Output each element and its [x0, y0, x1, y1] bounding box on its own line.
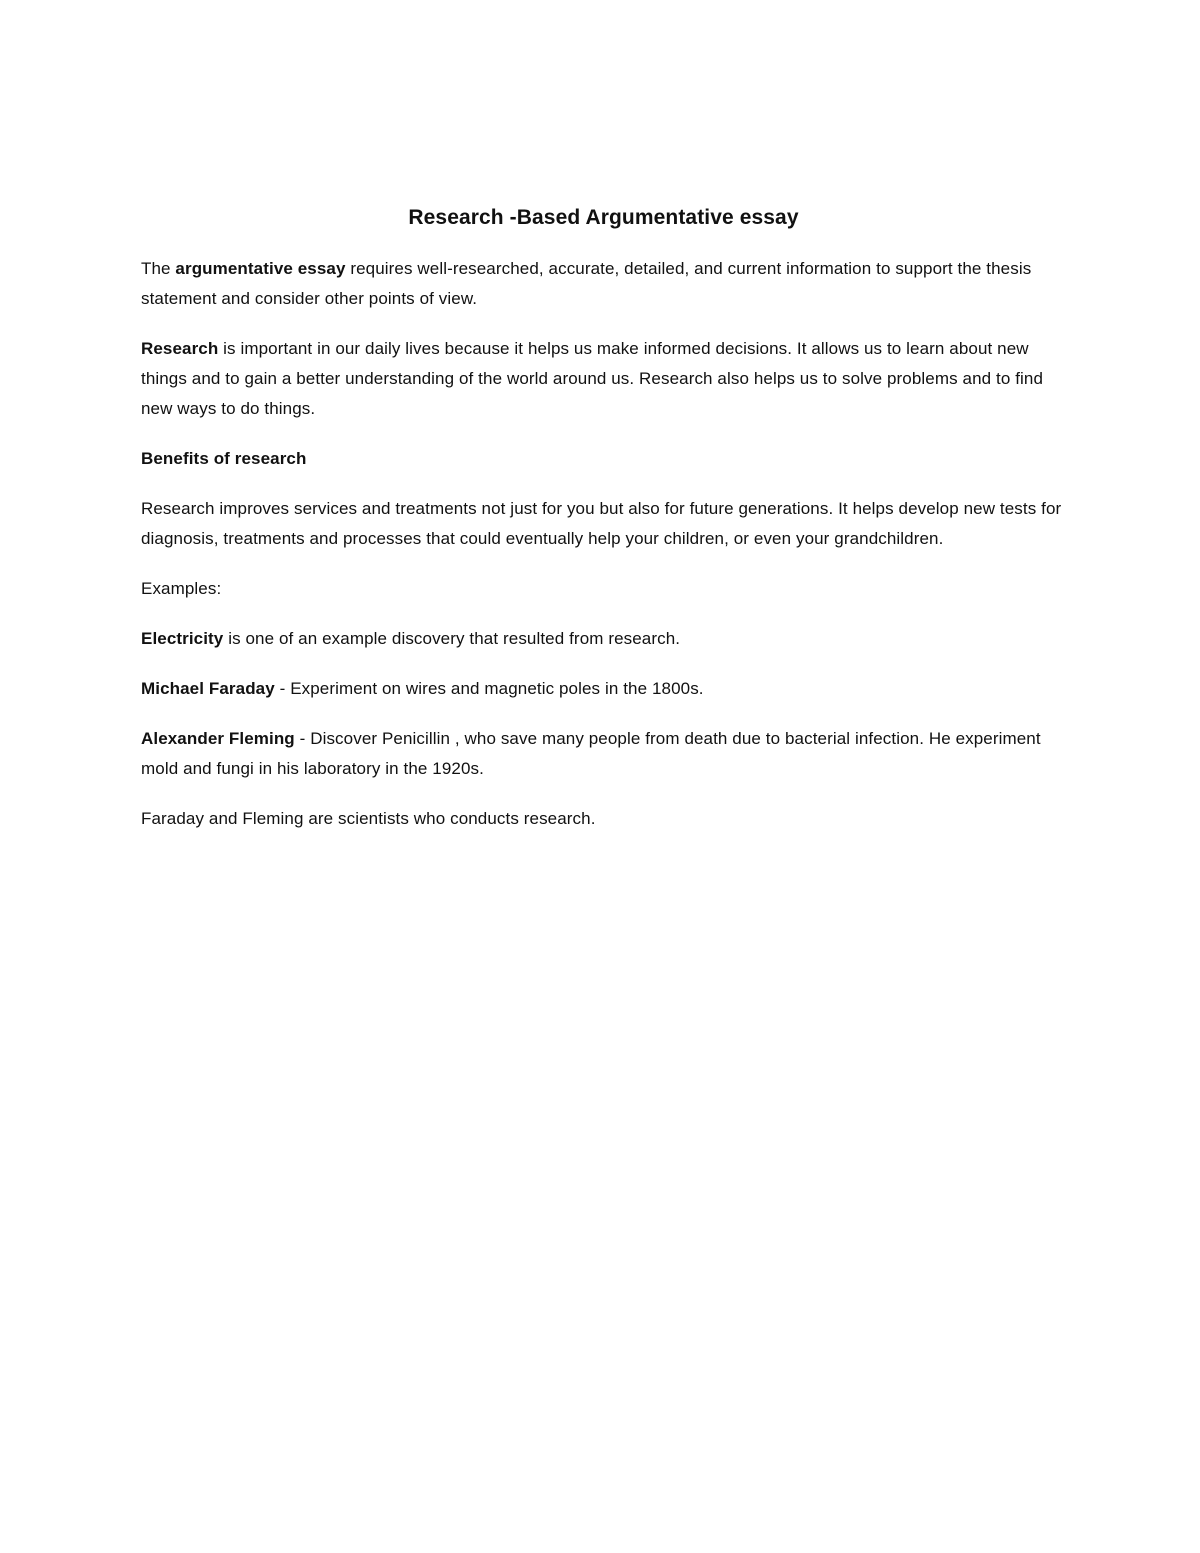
paragraph-text: The [141, 259, 176, 278]
paragraph-research-importance [141, 334, 1066, 424]
example-electricity [141, 624, 1066, 654]
document-body [141, 200, 1066, 854]
bold-term-alexander-fleming: Alexander Fleming [141, 729, 295, 748]
paragraph-text: is important in our daily lives because it helps us make informed decisions. It allows us to learn about new things and to gain a better understanding of the world around us. Research also helps us to solve problems and to find new ways to do things. [141, 339, 1044, 418]
example-alexander-fleming [141, 724, 1066, 784]
examples-label: Examples: [141, 579, 222, 598]
example-text: - Experiment on wires and magnetic poles in the 1800s. [274, 679, 704, 698]
paragraph-text: requires well-researched, accurate, detailed, and current information to support the thesis statement and consider other points of view. [141, 259, 1032, 308]
closing-sentence: Faraday and Fleming are scientists who conducts research. [141, 809, 596, 828]
paragraph-argumentative-essay [141, 254, 1066, 314]
bold-term-argumentative-essay: argumentative essay [175, 259, 346, 278]
heading-benefits-of-research [141, 444, 1066, 474]
document-title: Research -Based Argumentative essay [408, 206, 799, 229]
paragraph-benefits: Research improves services and treatments not just for you but also for future generations. It helps develop new tests for diagnosis, treatments and processes that could eventually help your children, or even your grandchildren. [141, 499, 1062, 548]
bold-term-electricity: Electricity [141, 629, 224, 648]
example-text: is one of an example discovery that resulted from research. [223, 629, 681, 648]
bold-term-michael-faraday: Michael Faraday [141, 679, 275, 698]
example-text: - Discover Penicillin , who save many people from death due to bacterial infection. He experiment mold and fungi in his laboratory in the 1920s. [141, 729, 1041, 778]
example-michael-faraday [141, 674, 1066, 704]
benefits-heading-text: Benefits of research [141, 449, 307, 468]
bold-term-research: Research [141, 339, 219, 358]
